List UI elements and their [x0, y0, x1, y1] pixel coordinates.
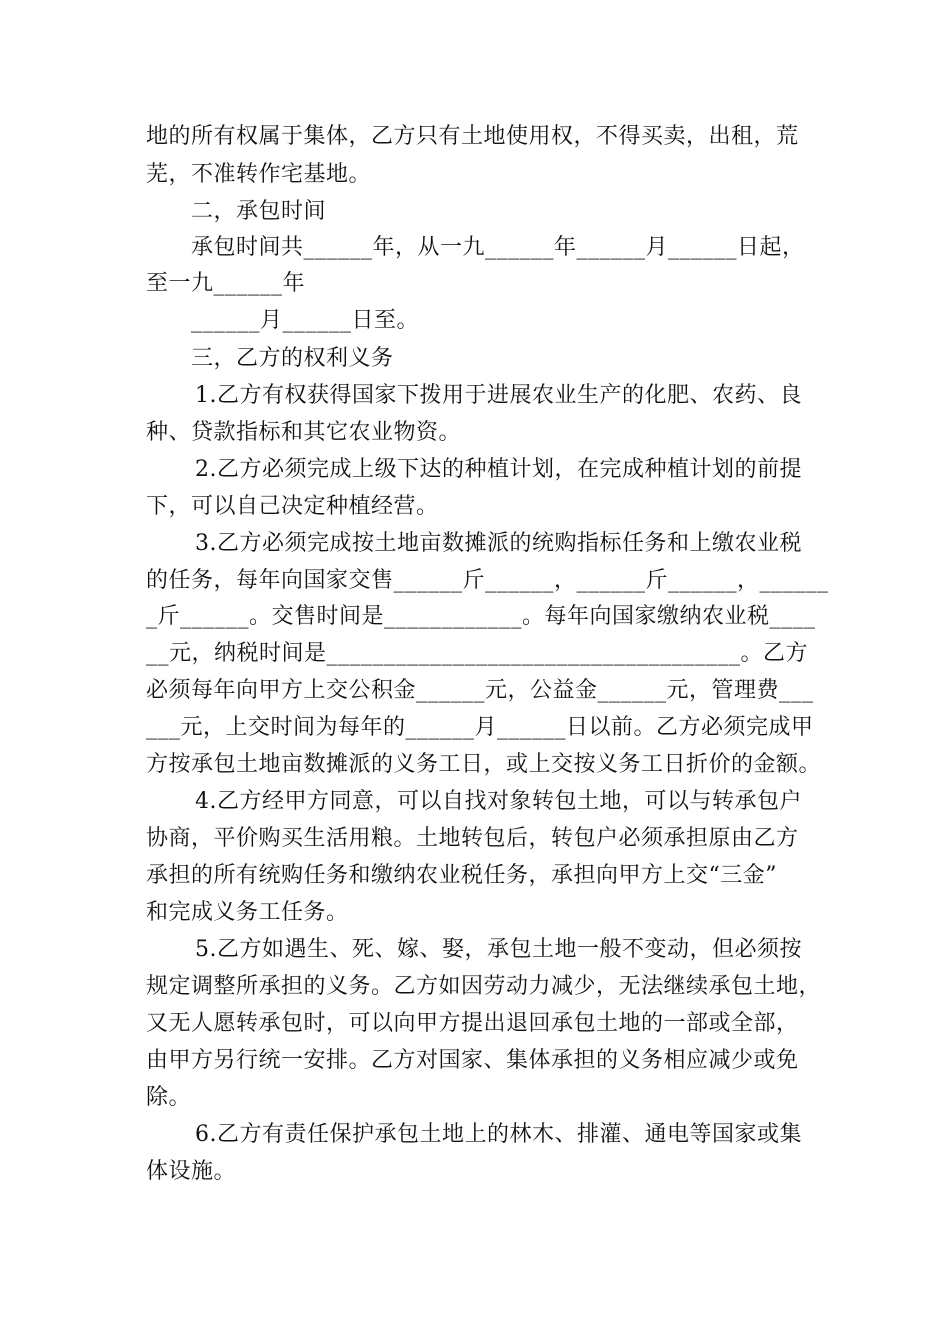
text-line: 地的所有权属于集体，乙方只有土地使用权，不得买卖，出租，荒	[146, 124, 799, 149]
text-line: __元，纳税时间是____________________________________。乙方	[146, 641, 809, 666]
text-line: 必须每年向甲方上交公积金______元，公益金______元，管理费___	[146, 678, 814, 703]
text-line: 1.乙方有权获得国家下拨用于进展农业生产的化肥、农药、良	[195, 383, 802, 408]
text-line: 4.乙方经甲方同意，可以自找对象转包土地，可以与转承包户	[195, 789, 802, 814]
text-line: 5.乙方如遇生、死、嫁、娶，承包土地一般不变动，但必须按	[195, 937, 802, 962]
section-heading: 三，乙方的权利义务	[191, 346, 394, 371]
section-heading: 二，承包时间	[191, 199, 327, 224]
text-line: 由甲方另行统一安排。乙方对国家、集体承担的义务相应减少或免	[146, 1048, 799, 1073]
text-line: 至一九______年	[146, 271, 306, 296]
text-line: 协商，平价购买生活用粮。土地转包后，转包户必须承担原由乙方	[146, 826, 799, 851]
text-line: ______月______日至。	[191, 308, 420, 333]
text-line: 3.乙方必须完成按土地亩数摊派的统购指标任务和上缴农业税	[195, 531, 802, 556]
text-line: 种、贷款指标和其它农业物资。	[146, 420, 462, 445]
text-line: 芜，不准转作宅基地。	[146, 162, 372, 187]
text-line: 又无人愿转承包时，可以向甲方提出退回承包土地的一部或全部，	[146, 1011, 799, 1036]
text-line: ___元，上交时间为每年的______月______日以前。乙方必须完成甲	[146, 715, 814, 740]
text-line: 承包时间共______年，从一九______年______月______日起，	[191, 235, 805, 260]
text-line: 承担的所有统购任务和缴纳农业税任务，承担向甲方上交“三金”	[146, 863, 777, 888]
text-line: 规定调整所承担的义务。乙方如因劳动力减少，无法继续承包土地，	[146, 974, 822, 999]
text-line: 方按承包土地亩数摊派的义务工日，或上交按义务工日折价的金额。	[146, 752, 822, 777]
text-line: 2.乙方必须完成上级下达的种植计划，在完成种植计划的前提	[195, 457, 802, 482]
text-line: 的任务，每年向国家交售______斤______，______斤______，______	[146, 568, 829, 593]
text-line: 和完成义务工任务。	[146, 900, 349, 925]
text-line: 体设施。	[146, 1159, 237, 1184]
text-line: 6.乙方有责任保护承包土地上的林木、排灌、通电等国家或集	[195, 1122, 802, 1147]
text-line: 除。	[146, 1085, 192, 1110]
text-line: _斤______。交售时间是____________。每年向国家缴纳农业税____	[146, 604, 816, 629]
text-line: 下，可以自己决定种植经营。	[146, 494, 439, 519]
